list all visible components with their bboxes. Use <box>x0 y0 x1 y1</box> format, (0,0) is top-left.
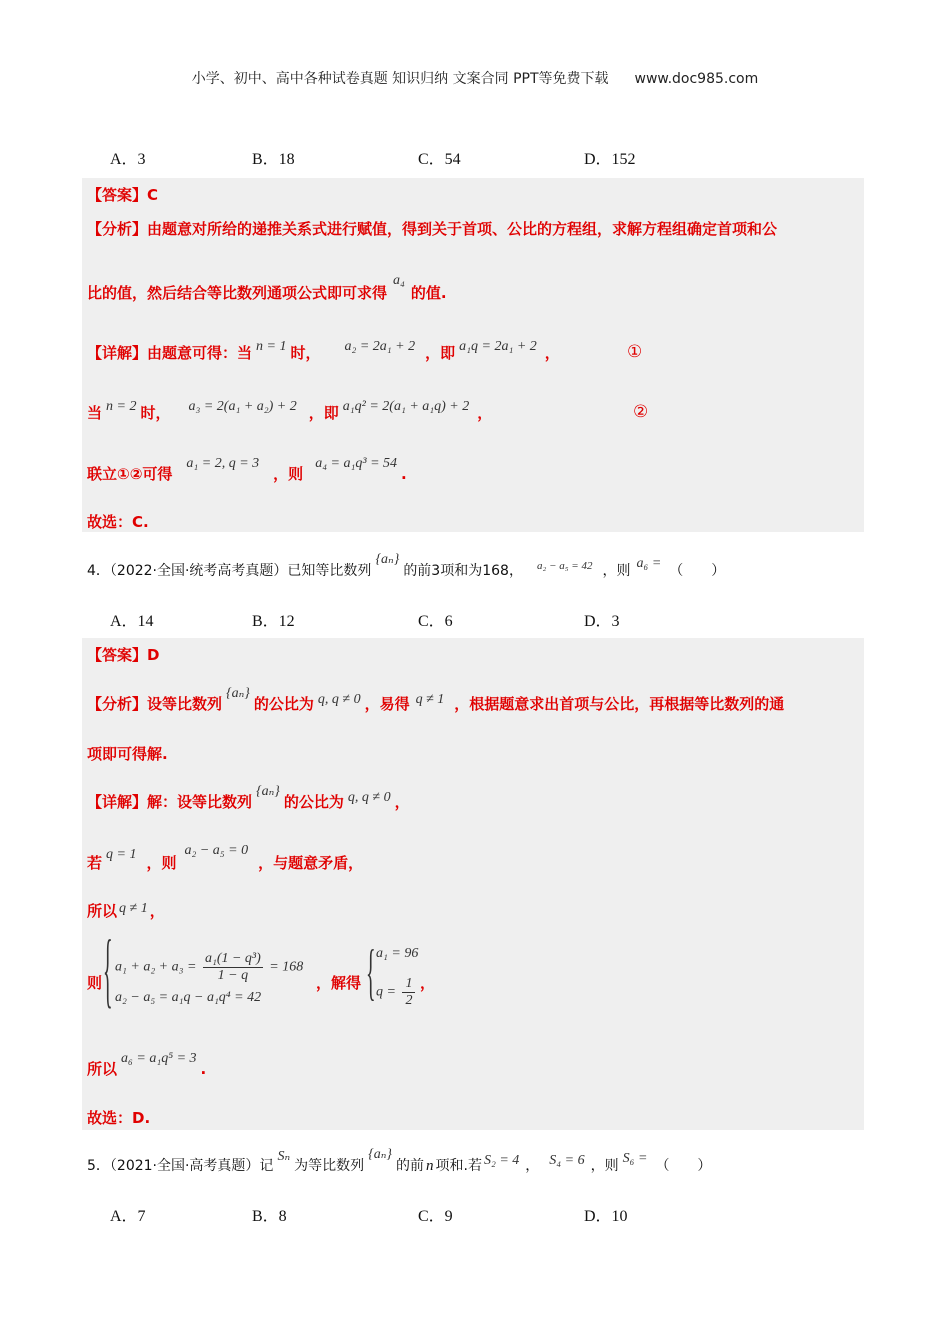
q5-stem-text2: 为等比数列 <box>294 1158 365 1174</box>
q4-detail5-math1: a₆ = a₁q⁵ = 3 <box>121 1051 197 1066</box>
q5-stem-text6: ，则 <box>590 1158 619 1174</box>
q4-stem-text: 4．（2022·全国·统考高考真题）已知等比数列 <box>87 563 372 579</box>
q3-detail-line2 <box>87 399 493 423</box>
q4-analysis-math1: {aₙ} <box>226 686 250 701</box>
system2-brace: { <box>366 940 376 1009</box>
q4-analysis-text2: 的公比为 <box>253 695 314 713</box>
q4-option-c[interactable]: C．6 <box>418 613 453 630</box>
q5-stem-math2: {aₙ} <box>368 1147 392 1162</box>
q4-stem-math1: {aₙ} <box>375 552 400 567</box>
q3-analysis-math: a₄ <box>393 273 405 288</box>
q5-stem-text3: 的前 <box>396 1158 424 1174</box>
q4-analysis-line2: 项即可得解. <box>87 745 168 763</box>
system1-line1-rhs: = 168 <box>269 959 304 975</box>
q3-detail3-text2: ，则 <box>273 465 304 483</box>
page-header <box>0 68 950 88</box>
q5-stem-n: n <box>426 1158 434 1174</box>
q4-stem <box>87 552 726 580</box>
q4-detail2-text2: ，则 <box>146 854 177 872</box>
q4-stem-text2: 的前3项和为168， <box>403 563 523 579</box>
system2-fraction-denominator: 2 <box>405 993 413 1008</box>
q3-detail2-math1: n = 2 <box>106 399 137 414</box>
q4-option-d[interactable]: D．3 <box>584 613 620 630</box>
q4-stem-paren: （ ） <box>669 563 726 579</box>
q4-detail-line2 <box>87 843 364 873</box>
system2-line1: a₁ = 96 <box>376 946 419 961</box>
q5-stem-math4: S₄ = 6 <box>549 1153 585 1168</box>
q3-option-b[interactable]: B．18 <box>252 151 295 168</box>
q3-analysis-line1: 【分析】由题意对所给的递推关系式进行赋值，得到关于首项、公比的方程组，求解方程组确定首项和公 <box>87 220 778 238</box>
q3-analysis-line2 <box>87 273 447 303</box>
q4-stem-text3: ，则 <box>602 563 631 579</box>
q4-detail-line1 <box>87 784 410 812</box>
system1-fraction <box>203 951 263 984</box>
q5-stem-text4: 项和.若 <box>435 1158 482 1174</box>
q4-detail1-text3: ， <box>394 793 410 811</box>
q4-option-a[interactable]: A．14 <box>110 613 154 630</box>
q3-detail3-text: 联立①②可得 <box>87 465 173 483</box>
q4-detail-line4-end: ， <box>420 974 436 992</box>
q4-options <box>0 608 950 632</box>
q5-stem <box>87 1147 712 1175</box>
q3-answer: 【答案】C <box>87 186 159 204</box>
q4-analysis-text: 【分析】设等比数列 <box>87 695 223 713</box>
q3-detail1-text2: 时， <box>290 344 321 362</box>
q4-stem-math3: a₆ = <box>636 556 662 571</box>
q3-detail-line1 <box>87 339 560 363</box>
q3-detail1-math2: a₂ = 2a₁ + 2 <box>344 339 416 354</box>
q5-stem-text: 5．（2021·全国·高考真题）记 <box>87 1158 274 1174</box>
q3-detail1-text4: ， <box>544 344 560 362</box>
q4-analysis-text3: ，易得 <box>364 695 410 713</box>
equation-mark-1: ① <box>627 342 643 362</box>
q3-analysis-text: 比的值，然后结合等比数列通项公式即可求得 <box>87 284 388 302</box>
q5-stem-math5: S₆ = <box>622 1151 648 1166</box>
system1-line1-lhs: a₁ + a₂ + a₃ = <box>115 959 197 975</box>
system2-line2-lhs: q = <box>376 984 396 1000</box>
q5-option-c[interactable]: C．9 <box>418 1208 453 1225</box>
q3-option-c[interactable]: C．54 <box>418 151 461 168</box>
q3-detail3-text3: . <box>401 465 407 483</box>
q3-detail3-math1: a₁ = 2, q = 3 <box>186 456 260 471</box>
q3-option-a[interactable]: A．3 <box>110 151 146 168</box>
system2-fraction <box>402 976 415 1009</box>
q4-option-b[interactable]: B．12 <box>252 613 295 630</box>
system1-fraction-numerator: a₁(1 − q³) <box>204 951 261 966</box>
system1-line1 <box>115 951 303 984</box>
q3-detail2-text3: ，即 <box>308 404 339 422</box>
system1-line2: a₂ − a₅ = a₁q − a₁q⁴ = 42 <box>115 990 262 1005</box>
q4-choose: 故选：D. <box>87 1109 151 1127</box>
q4-analysis-math2: q, q ≠ 0 <box>317 692 361 707</box>
q4-detail2-text3: ，与题意矛盾， <box>258 854 364 872</box>
q5-stem-text5: ， <box>525 1158 540 1174</box>
q4-detail3-math1: q ≠ 1 <box>119 901 148 916</box>
q3-detail2-text4: ， <box>477 404 493 422</box>
q3-detail2-math2: a₃ = 2(a₁ + a₂) + 2 <box>188 399 297 414</box>
q4-detail2-math1: q = 1 <box>106 847 137 862</box>
q4-detail1-math2: q, q ≠ 0 <box>347 790 391 805</box>
q5-stem-math1: Sₙ <box>277 1149 291 1164</box>
system1-brace: { <box>103 926 113 1019</box>
q3-detail2-text2: 时， <box>140 404 171 422</box>
q4-detail3-text2: ， <box>149 902 165 920</box>
q4-detail-line5 <box>87 1051 207 1079</box>
equation-mark-2: ② <box>633 402 649 422</box>
q3-options <box>0 146 950 170</box>
q3-detail3-math2: a₄ = a₁q³ = 54 <box>315 456 398 471</box>
q4-analysis-math3: q ≠ 1 <box>415 692 445 707</box>
header-text: 小学、初中、高中各种试卷真题 知识归纳 文案合同 PPT等免费下载 <box>191 71 609 87</box>
q3-option-d[interactable]: D．152 <box>584 151 636 168</box>
q3-detail2-math3: a₁q² = 2(a₁ + a₁q) + 2 <box>342 399 470 414</box>
q4-detail2-math2: a₂ − a₅ = 0 <box>184 843 249 858</box>
q4-detail3-text: 所以 <box>87 902 118 920</box>
q4-detail2-text: 若 <box>87 854 103 872</box>
q4-analysis-line1 <box>87 686 785 714</box>
q4-detail5-text2: . <box>200 1060 207 1078</box>
q5-option-d[interactable]: D．10 <box>584 1208 628 1225</box>
q4-detail-line3 <box>87 900 165 921</box>
q3-detail-line3 <box>87 456 407 484</box>
q4-answer: 【答案】D <box>87 646 160 664</box>
q4-stem-math2: a₂ − a₅ = 42 <box>536 560 593 572</box>
q4-detail1-math1: {aₙ} <box>256 784 280 799</box>
q5-option-a[interactable]: A．7 <box>110 1208 146 1225</box>
q3-detail1-math3: a₁q = 2a₁ + 2 <box>459 339 537 354</box>
q4-detail-line4-solve: ，解得 <box>316 974 362 992</box>
system2-line2 <box>376 976 415 1009</box>
q3-detail2-text: 当 <box>87 404 103 422</box>
header-url: www.doc985.com <box>634 71 759 87</box>
q5-stem-paren: （ ） <box>655 1158 712 1174</box>
q4-detail-line4-label: 则 <box>87 974 103 992</box>
system2-fraction-numerator: 1 <box>402 976 415 993</box>
q4-detail1-text2: 的公比为 <box>283 793 344 811</box>
q3-detail1-math1: n = 1 <box>256 339 287 354</box>
q4-analysis-text4: ，根据题意求出首项与公比，再根据等比数列的通 <box>454 695 785 713</box>
q3-analysis-end: 的值. <box>410 284 447 302</box>
q4-detail5-text: 所以 <box>87 1060 118 1078</box>
q3-detail1-text: 【详解】由题意可得：当 <box>87 344 253 362</box>
q5-option-b[interactable]: B．8 <box>252 1208 287 1225</box>
q3-detail1-text3: ，即 <box>425 344 456 362</box>
q3-choose: 故选：C. <box>87 513 149 531</box>
system1-fraction-denominator: 1 − q <box>217 968 249 983</box>
q4-detail1-text: 【详解】解：设等比数列 <box>87 793 253 811</box>
q5-options <box>0 1203 950 1227</box>
q5-stem-math3: S₂ = 4 <box>483 1153 520 1168</box>
